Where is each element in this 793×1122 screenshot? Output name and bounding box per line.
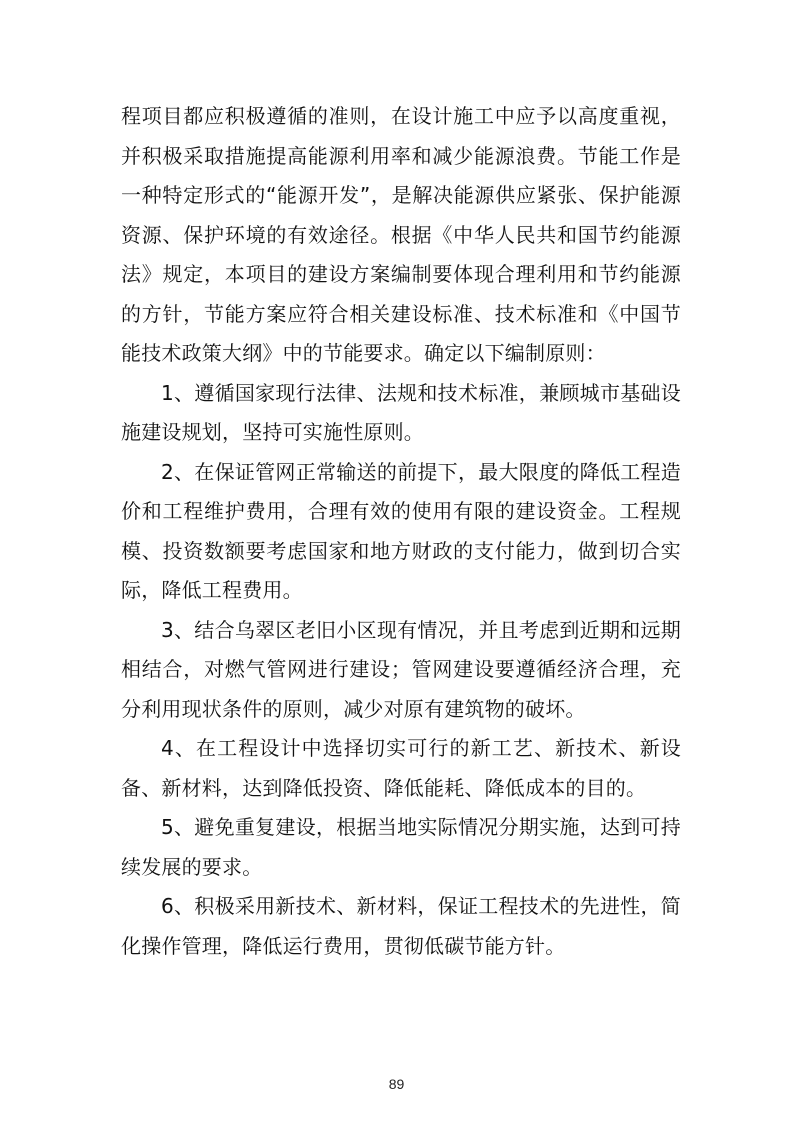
paragraph-principle-1: 1、遵循国家现行法律、法规和技术标准，兼顾城市基础设施建设规划，坚持可实施性原则。 [121,380,681,444]
paragraph-intro: 程项目都应积极遵循的准则，在设计施工中应予以高度重视，并积极采取措施提高能源利用率和减少能源浪费。节能工作是一种特定形式的“能源开发”，是解决能源供应紧张、保护能源资源、保护环境的有效途径。根据《中华人民共和国节约能源法》规定，本项目的建设方案编制要体现合理利用和节约能源的方针，节能方案应符合相关建设标准、技术标准和《中国节能技术政策大纲》中的节能要求。确定以下编制原则： [121,104,681,365]
paragraph-principle-4: 4、在工程设计中选择切实可行的新工艺、新技术、新设备、新材料，达到降低投资、降低能耗、降低成本的目的。 [121,736,681,800]
paragraph-principle-3: 3、结合乌翠区老旧小区现有情况，并且考虑到近期和远期相结合，对燃气管网进行建设；管网建设要遵循经济合理，充分利用现状条件的原则，减少对原有建筑物的破坏。 [121,617,681,721]
body-text [121,97,681,966]
paragraph-principle-2: 2、在保证管网正常输送的前提下，最大限度的降低工程造价和工程维护费用，合理有效的使用有限的建设资金。工程规模、投资数额要考虑国家和地方财政的支付能力，做到切合实际，降低工程费用。 [121,459,681,602]
paragraph-principle-6: 6、积极采用新技术、新材料，保证工程技术的先进性，简化操作管理，降低运行费用，贯彻低碳节能方针。 [121,894,681,958]
paragraph-principle-5: 5、避免重复建设，根据当地实际情况分期实施，达到可持续发展的要求。 [121,815,681,879]
page-number: 89 [388,1076,405,1092]
